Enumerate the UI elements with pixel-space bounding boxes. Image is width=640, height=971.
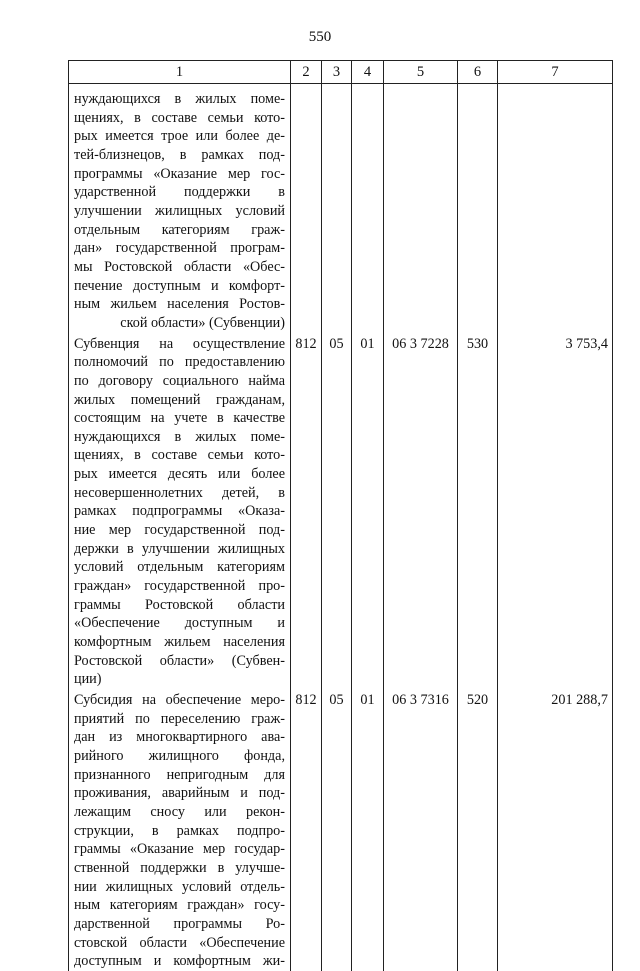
description-line: Субвенция на осуществление (74, 335, 285, 352)
description-line: приятий по переселению граж- (74, 710, 285, 727)
column-header: 5 (384, 61, 458, 84)
description-line: ным жильем населения Ростов- (74, 296, 285, 313)
description-line: ственной поддержки в улучше- (74, 859, 285, 876)
amount: 201 288,7 (498, 689, 613, 971)
description-line: граждан» государственной про- (74, 578, 285, 595)
column-header: 4 (352, 61, 384, 84)
description-line: держки в улучшении жилищных (74, 540, 285, 557)
page-number: 550 (308, 29, 332, 45)
ministry-code: 812 (291, 689, 322, 971)
amount (498, 90, 613, 333)
description-line: Ростовской области» (Субвен- (74, 652, 285, 669)
description-line: щениях, в составе семьи кото- (74, 447, 285, 464)
expense-type-code: 520 (458, 689, 498, 971)
description-line: доступным и комфортным жи- (74, 953, 285, 970)
target-article-code (384, 90, 458, 333)
description-line: тей-близнецов, в рамках под- (74, 146, 285, 163)
column-header: 6 (458, 61, 498, 84)
column-header: 2 (291, 61, 322, 84)
description-line: ударственной поддержки в (74, 184, 285, 201)
column-header: 1 (69, 61, 291, 84)
section-code: 05 (322, 689, 352, 971)
table-row (69, 333, 613, 689)
item-description (69, 90, 291, 333)
expense-type-code (458, 90, 498, 333)
section-code: 05 (322, 333, 352, 689)
description-line: «Обеспечение доступным и (74, 615, 285, 632)
description-line: состоящим на учете в качестве (74, 410, 285, 427)
table-row (69, 689, 613, 971)
description-line: признанного непригодным для (74, 766, 285, 783)
description-line: нии жилищных условий отдель- (74, 878, 285, 895)
subsection-code: 01 (352, 333, 384, 689)
description-line: ции) (74, 671, 102, 688)
description-line: проживания, аварийным и под- (74, 785, 285, 802)
target-article-code: 06 3 7228 (384, 333, 458, 689)
item-description (69, 333, 291, 689)
column-header: 3 (322, 61, 352, 84)
description-line: струкции, в рамках подпро- (74, 822, 285, 839)
description-line: рамках подпрограммы «Оказа- (74, 503, 285, 520)
description-line: дан из многоквартирного ава- (74, 729, 285, 746)
description-line: граммы «Оказание мер государ- (74, 841, 285, 858)
description-line: Субсидия на обеспечение меро- (74, 692, 285, 708)
description-line: полномочий по предоставлению (74, 354, 285, 371)
description-line: щениях, в составе семьи кото- (74, 109, 285, 126)
description-line: лежащим сносу или рекон- (74, 803, 285, 820)
amount: 3 753,4 (498, 333, 613, 689)
description-line: рых имеется десять или более (74, 466, 285, 483)
subsection-code: 01 (352, 689, 384, 971)
description-line: печение доступным и комфорт- (74, 277, 285, 294)
description-line: программы «Оказание мер гос- (74, 165, 285, 182)
column-header: 7 (498, 61, 613, 84)
budget-table (68, 60, 613, 971)
expense-type-code: 530 (458, 333, 498, 689)
description-line: несовершеннолетних детей, в (74, 484, 285, 501)
description-line: комфортным жильем населения (74, 634, 285, 651)
description-line: нуждающихся в жилых поме- (74, 428, 285, 445)
item-description (69, 689, 291, 971)
description-line: условий отдельным категориям (74, 559, 285, 576)
description-line: жилых помещений гражданам, (74, 391, 285, 408)
description-line: отдельным категориям граж- (74, 221, 285, 238)
header-row (69, 61, 613, 84)
description-line: ным категориям граждан» госу- (74, 897, 285, 914)
description-line: рых имеется трое или более де- (74, 128, 285, 145)
description-line: улучшении жилищных условий (74, 202, 285, 219)
subsection-code (352, 90, 384, 333)
section-code (322, 90, 352, 333)
description-line: ние мер государственной под- (74, 522, 285, 539)
description-line: мы Ростовской области «Обес- (74, 258, 285, 275)
target-article-code: 06 3 7316 (384, 689, 458, 971)
description-line: граммы Ростовской области (74, 596, 285, 613)
description-line: стовской области «Обеспечение (74, 934, 285, 951)
ministry-code (291, 90, 322, 333)
description-line: по договору социального найма (74, 372, 285, 389)
ministry-code: 812 (291, 333, 322, 689)
description-line: нуждающихся в жилых поме- (74, 91, 285, 107)
description-line: дарственной программы Ро- (74, 915, 285, 932)
description-line: ской области» (Субвенции) (120, 314, 285, 331)
table-row (69, 90, 613, 333)
description-line: рийного жилищного фонда, (74, 747, 285, 764)
description-line: дан» государственной програм- (74, 240, 285, 257)
